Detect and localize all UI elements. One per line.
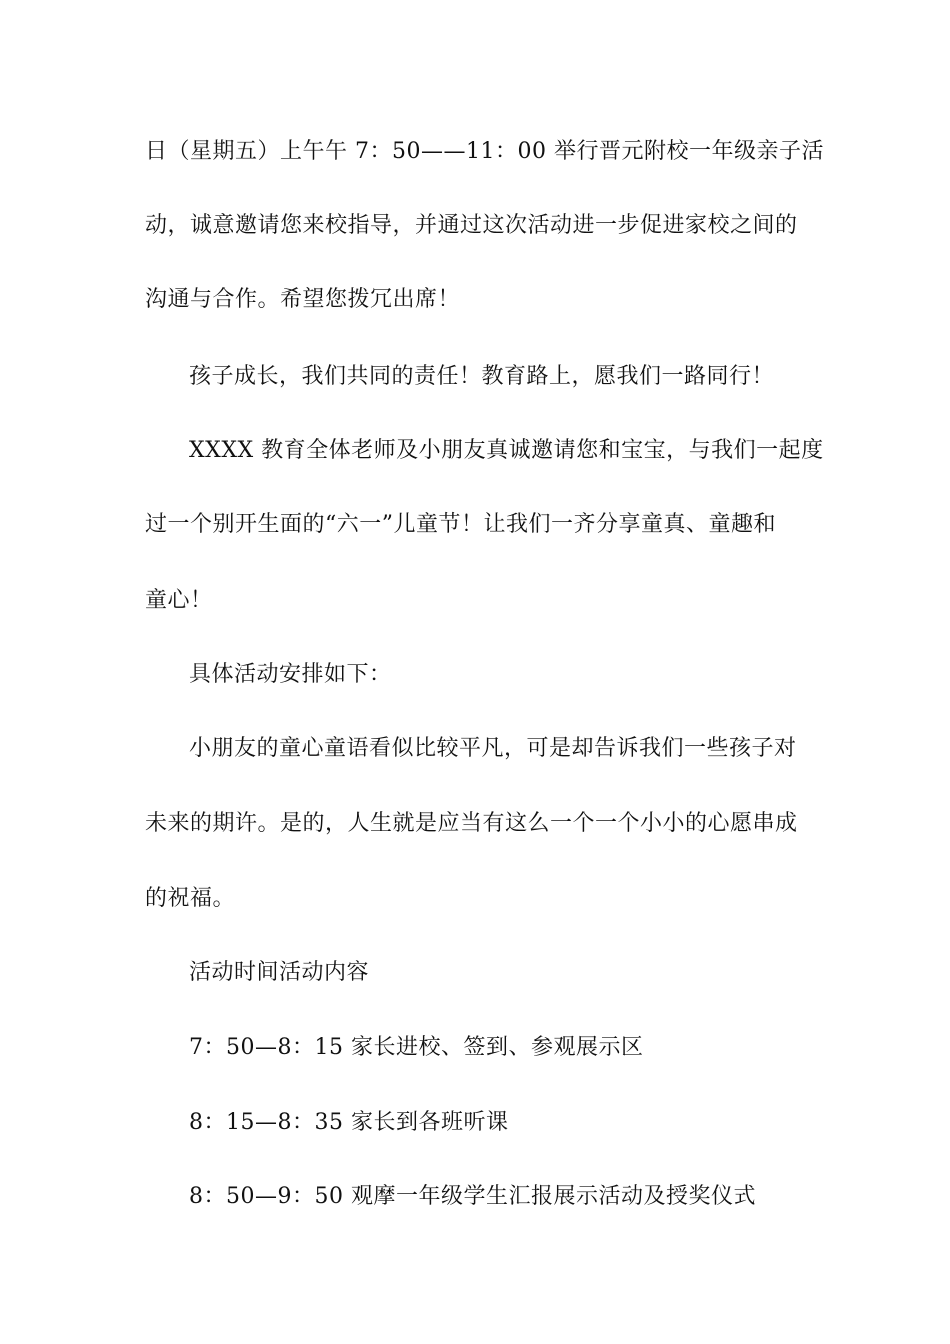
paragraph-line-11: 的祝福。 xyxy=(145,886,236,911)
paragraph-line-8: 具体活动安排如下： xyxy=(189,662,392,687)
paragraph-line-2: 动，诚意邀请您来校指导，并通过这次活动进一步促进家校之间的 xyxy=(145,213,798,238)
schedule-item-3: 8：50—9：50 观摩一年级学生汇报展示活动及授奖仪式 xyxy=(189,1184,756,1209)
paragraph-line-10: 未来的期许。是的，人生就是应当有这么一个一个小小的心愿串成 xyxy=(145,811,798,836)
schedule-item-2: 8：15—8：35 家长到各班听课 xyxy=(189,1110,509,1135)
paragraph-line-4: 孩子成长，我们共同的责任！教育路上，愿我们一路同行！ xyxy=(189,364,775,389)
paragraph-line-3: 沟通与合作。希望您拨冗出席！ xyxy=(145,287,461,312)
paragraph-line-7: 童心！ xyxy=(145,588,213,613)
paragraph-line-6: 过一个别开生面的“六一”儿童节！让我们一齐分享童真、童趣和 xyxy=(145,512,776,537)
paragraph-line-5: XXXX 教育全体老师及小朋友真诚邀请您和宝宝，与我们一起度 xyxy=(189,438,824,463)
paragraph-line-1: 日（星期五）上午午 7：50——11：00 举行晋元附校一年级亲子活 xyxy=(145,139,824,164)
schedule-item-1: 7：50—8：15 家长进校、签到、参观展示区 xyxy=(189,1035,644,1060)
paragraph-line-9: 小朋友的童心童语看似比较平凡，可是却告诉我们一些孩子对 xyxy=(189,736,797,761)
schedule-header: 活动时间活动内容 xyxy=(189,960,370,985)
